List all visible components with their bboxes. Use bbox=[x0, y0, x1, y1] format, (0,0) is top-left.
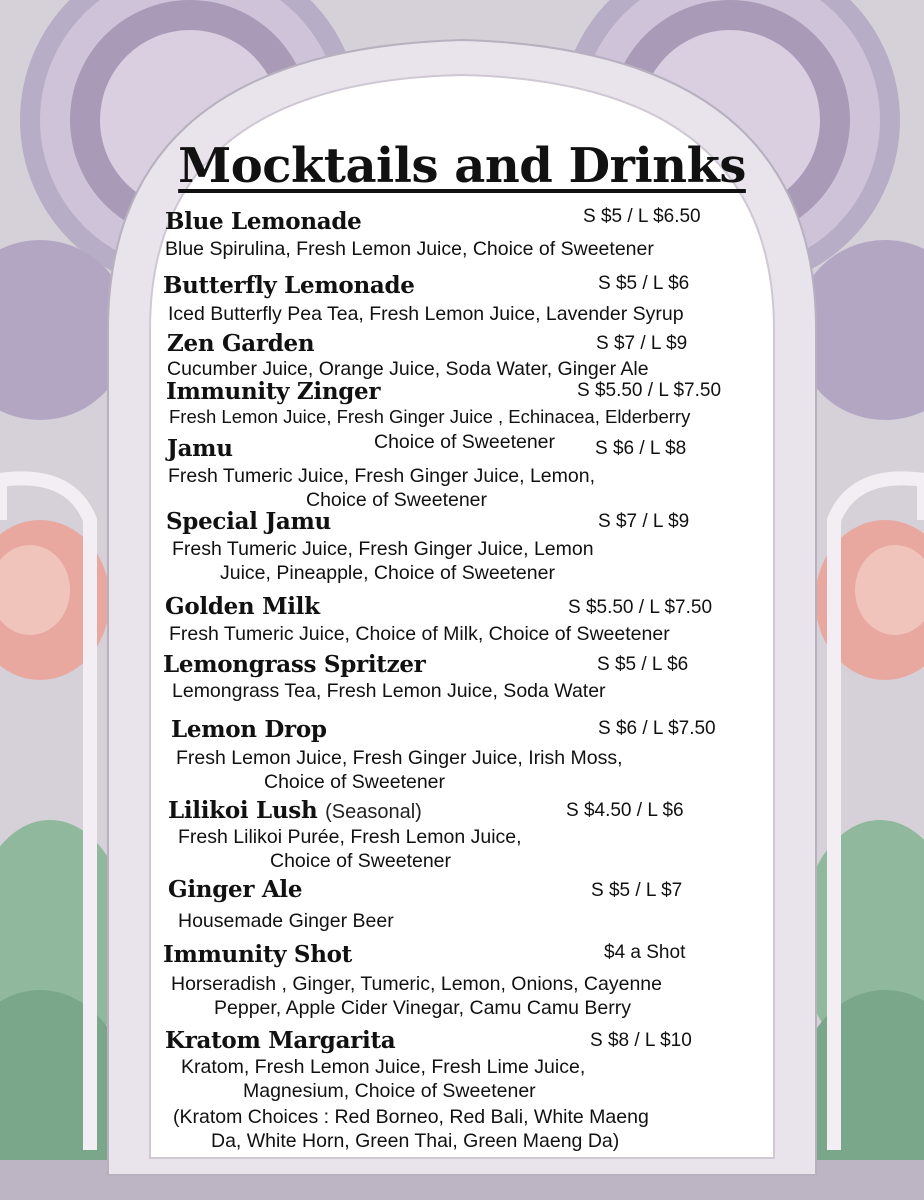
item-desc-jamu bbox=[168, 464, 595, 512]
item-desc-blue-lemonade bbox=[165, 237, 654, 261]
desc-line: Magnesium, Choice of Sweetener bbox=[243, 1080, 536, 1102]
item-desc-immunity-zinger bbox=[169, 405, 690, 429]
desc-line: Housemade Ginger Beer bbox=[178, 910, 394, 932]
item-name-immunity-zinger: Immunity Zinger bbox=[166, 378, 381, 405]
desc-line: Blue Spirulina, Fresh Lemon Juice, Choice of Sweetener bbox=[165, 238, 654, 260]
item-price-butterfly-lemonade: S $5 / L $6 bbox=[598, 273, 690, 294]
item-name-immunity-shot: Immunity Shot bbox=[163, 941, 353, 968]
item-name-golden-milk: Golden Milk bbox=[165, 593, 320, 620]
desc-line: Lemongrass Tea, Fresh Lemon Juice, Soda Water bbox=[172, 680, 606, 702]
item-desc-golden-milk bbox=[169, 622, 670, 646]
desc-line: Kratom, Fresh Lemon Juice, Fresh Lime Juice, bbox=[181, 1056, 586, 1078]
item-desc-immunity-zinger-2 bbox=[374, 430, 555, 454]
item-name-special-jamu: Special Jamu bbox=[166, 508, 331, 535]
desc-line: Fresh Lemon Juice, Fresh Ginger Juice , Echinacea, Elderberry bbox=[169, 406, 691, 427]
item-price-golden-milk: S $5.50 / L $7.50 bbox=[568, 597, 713, 618]
item-price-lemon-drop: S $6 / L $7.50 bbox=[598, 718, 716, 739]
desc-line: (Kratom Choices : Red Borneo, Red Bali, White Maeng bbox=[173, 1106, 649, 1128]
desc-line: Horseradish , Ginger, Tumeric, Lemon, Onions, Cayenne bbox=[171, 973, 662, 995]
item-desc-special-jamu bbox=[172, 537, 594, 585]
desc-line: Cucumber Juice, Orange Juice, Soda Water, Ginger Ale bbox=[167, 358, 649, 380]
desc-line: Choice of Sweetener bbox=[374, 431, 556, 453]
item-price-ginger-ale: S $5 / L $7 bbox=[591, 880, 683, 901]
item-price-jamu: S $6 / L $8 bbox=[595, 438, 687, 459]
item-price-zen-garden: S $7 / L $9 bbox=[596, 333, 688, 354]
item-desc-immunity-shot bbox=[171, 972, 662, 1020]
menu-title: Mocktails and Drinks bbox=[178, 138, 746, 194]
desc-line: Iced Butterfly Pea Tea, Fresh Lemon Juice, Lavender Syrup bbox=[168, 303, 684, 325]
desc-line: Choice of Sweetener bbox=[270, 850, 452, 872]
desc-line: Fresh Lemon Juice, Fresh Ginger Juice, Irish Moss, bbox=[176, 747, 623, 769]
desc-line: Fresh Lilikoi Purée, Fresh Lemon Juice, bbox=[178, 826, 522, 848]
desc-line: Fresh Tumeric Juice, Fresh Ginger Juice, Lemon, bbox=[168, 465, 595, 487]
item-name-lemongrass-spritzer: Lemongrass Spritzer bbox=[163, 651, 426, 678]
item-desc-butterfly-lemonade bbox=[168, 302, 684, 326]
item-name-ginger-ale: Ginger Ale bbox=[168, 876, 303, 903]
item-name-lilikoi-lush bbox=[168, 797, 422, 824]
item-desc-kratom-margarita bbox=[181, 1055, 585, 1103]
desc-line: Fresh Tumeric Juice, Fresh Ginger Juice, Lemon bbox=[172, 538, 594, 560]
item-name-lilikoi-lush-text: Lilikoi Lush bbox=[168, 797, 318, 824]
item-desc-ginger-ale bbox=[178, 909, 394, 933]
item-price-immunity-shot: $4 a Shot bbox=[604, 942, 686, 963]
item-name-butterfly-lemonade: Butterfly Lemonade bbox=[163, 272, 415, 299]
item-price-kratom-margarita: S $8 / L $10 bbox=[590, 1030, 692, 1051]
item-desc-lemon-drop bbox=[176, 746, 623, 794]
seasonal-note: (Seasonal) bbox=[325, 801, 422, 823]
item-price-special-jamu: S $7 / L $9 bbox=[598, 511, 690, 532]
item-desc-lemongrass-spritzer bbox=[172, 679, 606, 703]
desc-line: Choice of Sweetener bbox=[306, 489, 488, 511]
item-price-immunity-zinger: S $5.50 / L $7.50 bbox=[577, 380, 722, 401]
item-price-lemongrass-spritzer: S $5 / L $6 bbox=[597, 654, 689, 675]
item-name-jamu: Jamu bbox=[167, 435, 233, 462]
desc-line: Da, White Horn, Green Thai, Green Maeng Da) bbox=[211, 1130, 620, 1152]
desc-line: Choice of Sweetener bbox=[264, 771, 446, 793]
item-name-zen-garden: Zen Garden bbox=[167, 330, 315, 357]
item-price-blue-lemonade: S $5 / L $6.50 bbox=[583, 206, 701, 227]
item-desc-kratom-choices bbox=[173, 1105, 649, 1153]
item-name-lemon-drop: Lemon Drop bbox=[171, 716, 327, 743]
desc-line: Fresh Tumeric Juice, Choice of Milk, Choice of Sweetener bbox=[169, 623, 670, 645]
item-price-lilikoi-lush: S $4.50 / L $6 bbox=[566, 800, 684, 821]
desc-line: Pepper, Apple Cider Vinegar, Camu Camu Berry bbox=[214, 997, 631, 1019]
item-name-blue-lemonade: Blue Lemonade bbox=[165, 208, 362, 235]
item-desc-lilikoi-lush bbox=[178, 825, 522, 873]
desc-line: Juice, Pineapple, Choice of Sweetener bbox=[220, 562, 555, 584]
item-name-kratom-margarita: Kratom Margarita bbox=[165, 1027, 396, 1054]
